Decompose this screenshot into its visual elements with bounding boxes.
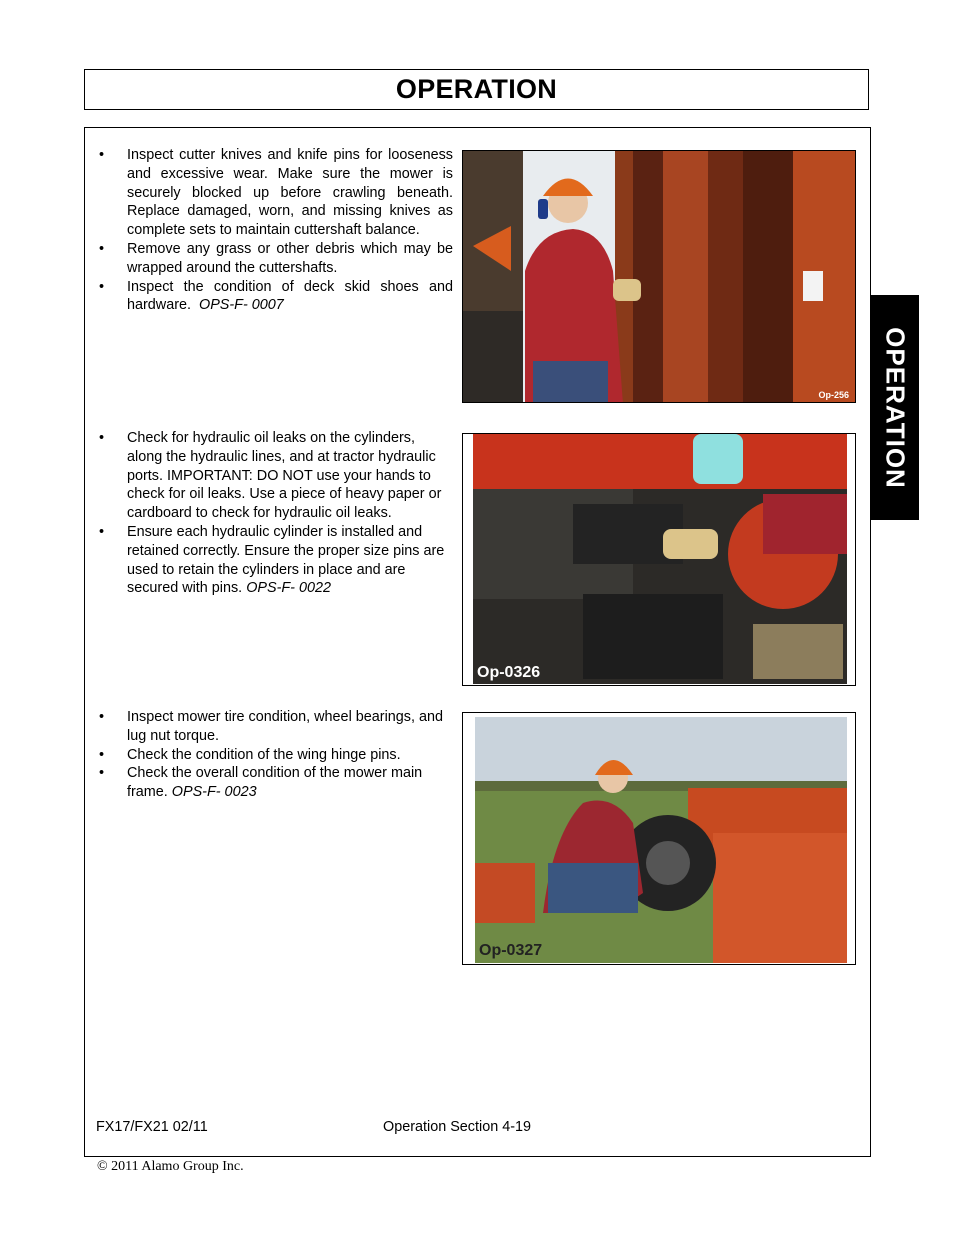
side-tab-label: OPERATION	[880, 326, 910, 489]
copyright: © 2011 Alamo Group Inc.	[97, 1159, 244, 1174]
photo-label: Op-256	[818, 390, 849, 400]
bullet-item: • Ensure each hydraulic cylinder is installed and retained correctly. Ensure the proper size pins are used to retain the cylinders in place and are secured with pins. OPS-F- 0022	[96, 523, 453, 598]
photo-cutter-knives	[462, 150, 856, 403]
photo-label: Op-0327	[479, 942, 543, 959]
reference-code: OPS-F- 0023	[171, 784, 257, 801]
bullet-item: • Check for hydraulic oil leaks on the cylinders, along the hydraulic lines, and at tractor hydraulic ports. IMPORTANT: DO NOT use your hands to check for oil leaks. Use a piece of heavy paper or cardboard to check for hydraulic oil leaks.	[96, 429, 453, 523]
photo-label: Op-0326	[477, 664, 541, 681]
bullet-item: • Inspect mower tire condition, wheel bearings, and lug nut torque.	[96, 708, 453, 746]
text-block-hydraulics	[96, 429, 453, 598]
bullet-item: • Remove any grass or other debris which may be wrapped around the cuttershafts.	[96, 240, 453, 278]
reference-code: OPS-F- 0022	[246, 580, 331, 597]
section-side-tab	[870, 295, 919, 520]
text-block-tires	[96, 708, 453, 802]
photo-mower-tire	[462, 712, 856, 965]
bullet-item: • Inspect cutter knives and knife pins for looseness and excessive wear. Make sure the mower is securely blocked up before crawling beneath. Replace damaged, worn, and missing knives as complete sets to maintain cuttershaft balance.	[96, 146, 453, 240]
photo-hydraulic-cylinders	[462, 433, 856, 686]
bullet-item: • Check the overall condition of the mower main frame. OPS-F- 0023	[96, 764, 453, 802]
reference-code: OPS-F- 0007	[199, 297, 284, 314]
bullet-item: • Check the condition of the wing hinge pins.	[96, 746, 453, 765]
footer-model: FX17/FX21 02/11	[96, 1119, 208, 1135]
text-block-knives	[96, 146, 453, 315]
footer-section: Operation Section 4-19	[383, 1119, 531, 1135]
page-title: OPERATION	[395, 74, 558, 104]
page-header	[84, 69, 869, 110]
bullet-item: • Inspect the condition of deck skid shoes and hardware. OPS-F- 0007	[96, 278, 453, 316]
